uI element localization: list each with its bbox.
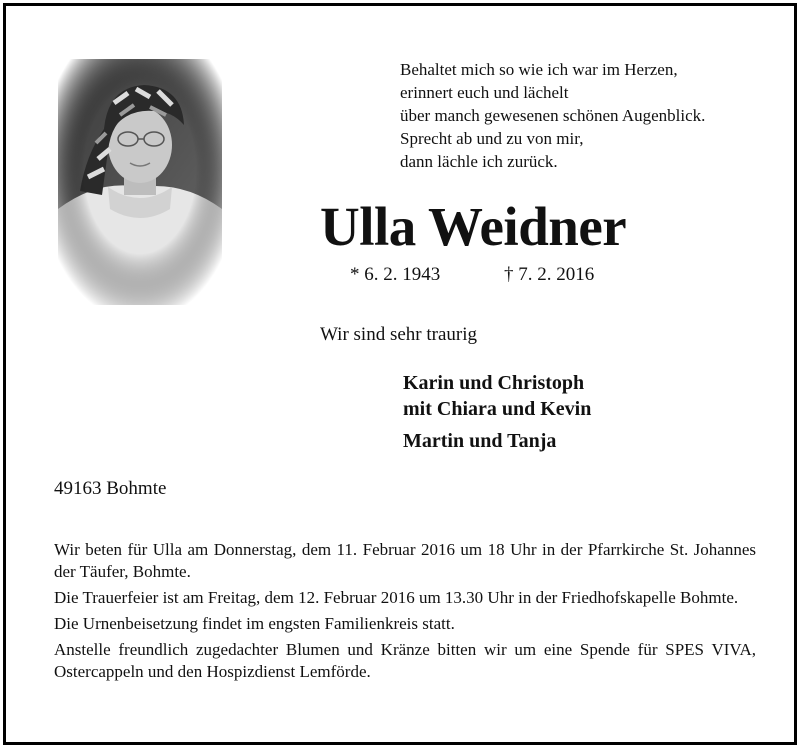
family-line: Karin und Christoph bbox=[403, 372, 585, 394]
death-date: † 7. 2. 2016 bbox=[504, 264, 595, 285]
town-postcode: 49163 Bohmte bbox=[54, 478, 167, 499]
poem-line: dann lächle ich zurück. bbox=[400, 152, 558, 171]
birth-date: * 6. 2. 1943 bbox=[350, 264, 441, 285]
announcement-paragraph: Die Urnenbeisetzung findet im engsten Familienkreis statt. bbox=[54, 614, 455, 633]
deceased-name: Ulla Weidner bbox=[320, 196, 627, 257]
poem-line: Behaltet mich so wie ich war im Herzen, bbox=[400, 60, 678, 79]
family-line: mit Chiara und Kevin bbox=[403, 398, 592, 420]
announcement-paragraph: Die Trauerfeier ist am Freitag, dem 12. Februar 2016 um 13.30 Uhr in der Friedhofskapelle Bohmte. bbox=[54, 588, 739, 607]
poem-line: erinnert euch und lächelt bbox=[400, 83, 569, 102]
mourning-intro: Wir sind sehr traurig bbox=[320, 324, 478, 345]
family-line: Martin und Tanja bbox=[403, 430, 557, 452]
memorial-poem bbox=[400, 58, 705, 173]
family-names bbox=[403, 370, 591, 454]
portrait-photo bbox=[58, 59, 222, 305]
poem-line: über manch gewesenen schönen Augenblick. bbox=[400, 106, 706, 125]
poem-line: Sprecht ab und zu von mir, bbox=[400, 129, 584, 148]
announcement-paragraph: Wir beten für Ulla am Donnerstag, dem 11. Februar 2016 um 18 Uhr in der Pfarrkirche St. Johannes der Täufer, Bohmte. bbox=[54, 540, 756, 581]
service-announcements bbox=[54, 539, 756, 687]
portrait-image bbox=[58, 59, 222, 305]
obituary-frame bbox=[3, 3, 797, 745]
announcement-paragraph: Anstelle freundlich zugedachter Blumen und Kränze bitten wir um eine Spende für SPES VIVA, Ostercappeln und den Hospizdienst Lemförde. bbox=[54, 640, 756, 681]
